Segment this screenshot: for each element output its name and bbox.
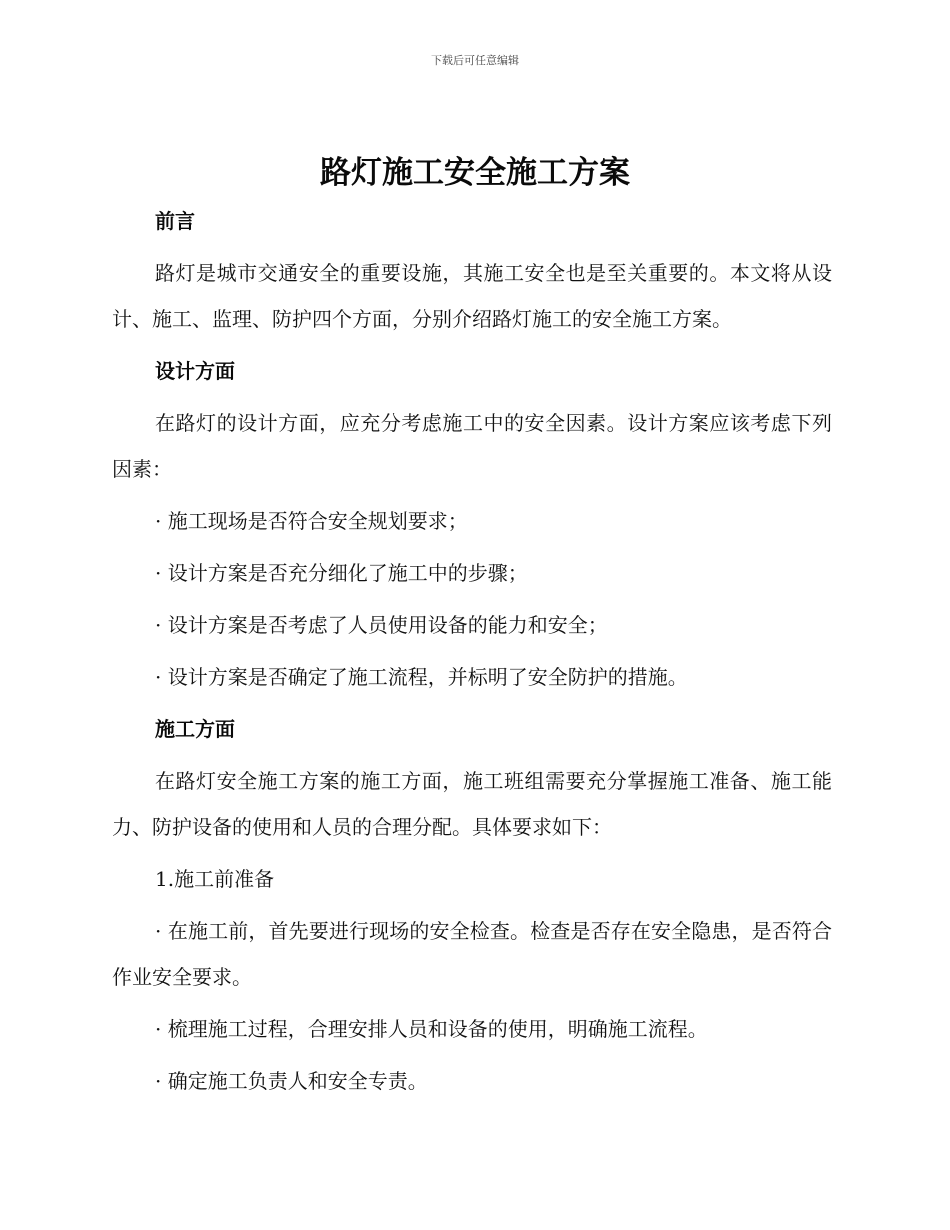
list-item: · 设计方案是否考虑了人员使用设备的能力和安全；: [155, 613, 608, 637]
subheading-preparation: 1.施工前准备: [155, 867, 275, 891]
paragraph-design: 在路灯的设计方面，应充分考虑施工中的安全因素。设计方案应该考虑下列因素：: [112, 411, 832, 481]
list-item: · 施工现场是否符合安全规划要求；: [155, 509, 468, 533]
list-item: · 确定施工负责人和安全专责。: [155, 1069, 428, 1093]
section-heading-preface: 前言: [155, 209, 195, 233]
section-heading-construction: 施工方面: [155, 717, 235, 741]
document-body: [112, 198, 832, 1110]
list-item: · 在施工前，首先要进行现场的安全检查。检查是否存在安全隐患，是否符合作业安全要求。: [112, 919, 832, 989]
paragraph-construction: 在路灯安全施工方案的施工方面，施工班组需要充分掌握施工准备、施工能力、防护设备的使用和人员的合理分配。具体要求如下：: [112, 769, 832, 839]
page-header: 下载后可任意编辑: [431, 54, 519, 67]
list-item: · 梳理施工过程，合理安排人员和设备的使用，明确施工流程。: [155, 1017, 708, 1041]
list-item: · 设计方案是否充分细化了施工中的步骤；: [155, 561, 528, 585]
document-title: 路灯施工安全施工方案: [320, 155, 630, 191]
paragraph-preface: 路灯是城市交通安全的重要设施，其施工安全也是至关重要的。本文将从设计、施工、监理、防护四个方面，分别介绍路灯施工的安全施工方案。: [112, 261, 832, 331]
section-heading-design: 设计方面: [155, 359, 235, 383]
list-item: · 设计方案是否确定了施工流程，并标明了安全防护的措施。: [155, 665, 688, 689]
